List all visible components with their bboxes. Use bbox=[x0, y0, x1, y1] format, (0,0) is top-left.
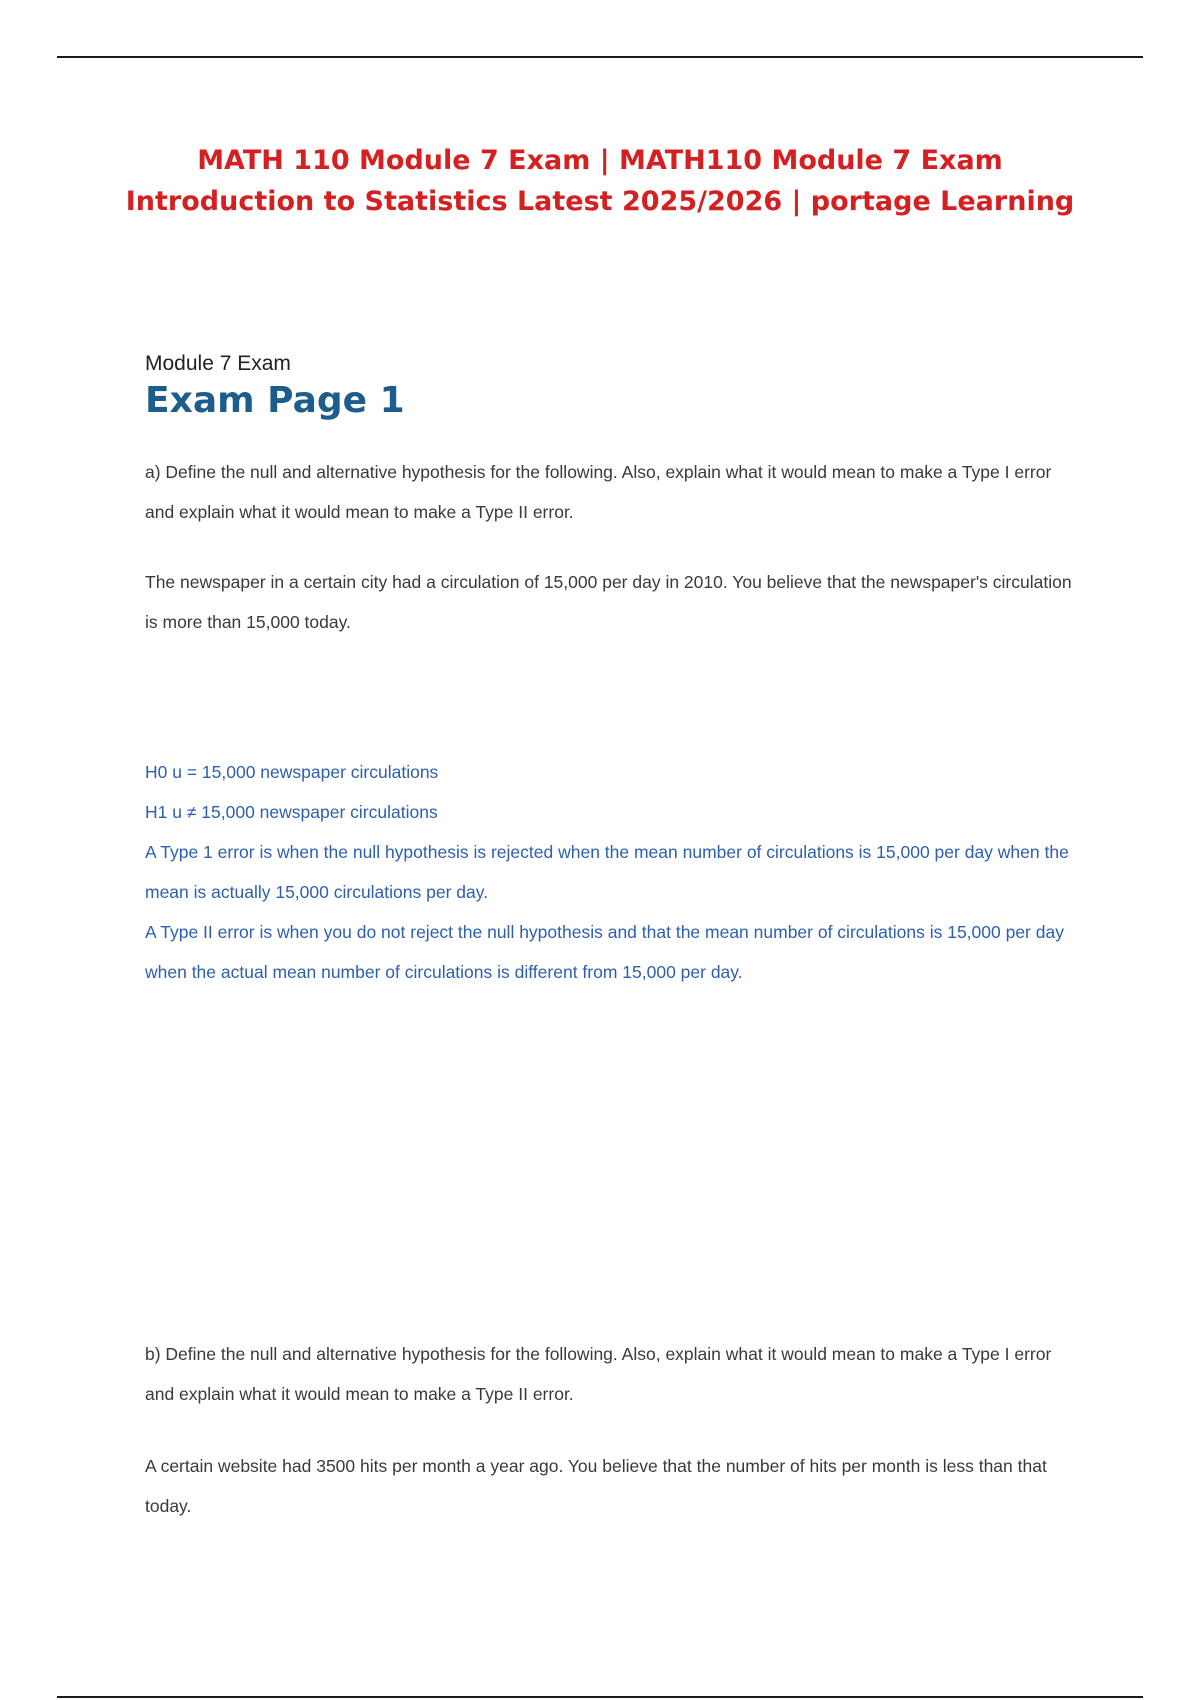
question-a-scenario: The newspaper in a certain city had a circulation of 15,000 per day in 2010. You believe that the newspaper's circulation is more than 15,000 today. bbox=[145, 572, 1072, 632]
page-heading: Exam Page 1 bbox=[145, 380, 405, 421]
question-a-answer bbox=[145, 752, 1085, 992]
answer-h1: H1 u ≠ 15,000 newspaper circulations bbox=[145, 802, 438, 822]
question-a-prompt: a) Define the null and alternative hypothesis for the following. Also, explain what it would mean to make a Type I error and explain what it would mean to make a Type II error. bbox=[145, 462, 1052, 522]
answer-type2-error: A Type II error is when you do not reject the null hypothesis and that the mean number of circulations is 15,000 per day when the actual mean number of circulations is different from 15,000 per day. bbox=[145, 922, 1064, 982]
bottom-divider bbox=[57, 1696, 1143, 1698]
top-divider bbox=[57, 56, 1143, 58]
answer-type1-error: A Type 1 error is when the null hypothesis is rejected when the mean number of circulations is 15,000 per day when the mean is actually 15,000 circulations per day. bbox=[145, 842, 1069, 902]
document-title: MATH 110 Module 7 Exam | MATH110 Module 7 Exam Introduction to Statistics Latest 2025/2026 | portage Learning bbox=[125, 145, 1075, 217]
question-b-prompt: b) Define the null and alternative hypothesis for the following. Also, explain what it would mean to make a Type I error and explain what it would mean to make a Type II error. bbox=[145, 1344, 1052, 1404]
question-b-scenario: A certain website had 3500 hits per month a year ago. You believe that the number of hits per month is less than that today. bbox=[145, 1456, 1047, 1516]
module-label: Module 7 Exam bbox=[145, 352, 291, 375]
answer-h0: H0 u = 15,000 newspaper circulations bbox=[145, 762, 439, 782]
